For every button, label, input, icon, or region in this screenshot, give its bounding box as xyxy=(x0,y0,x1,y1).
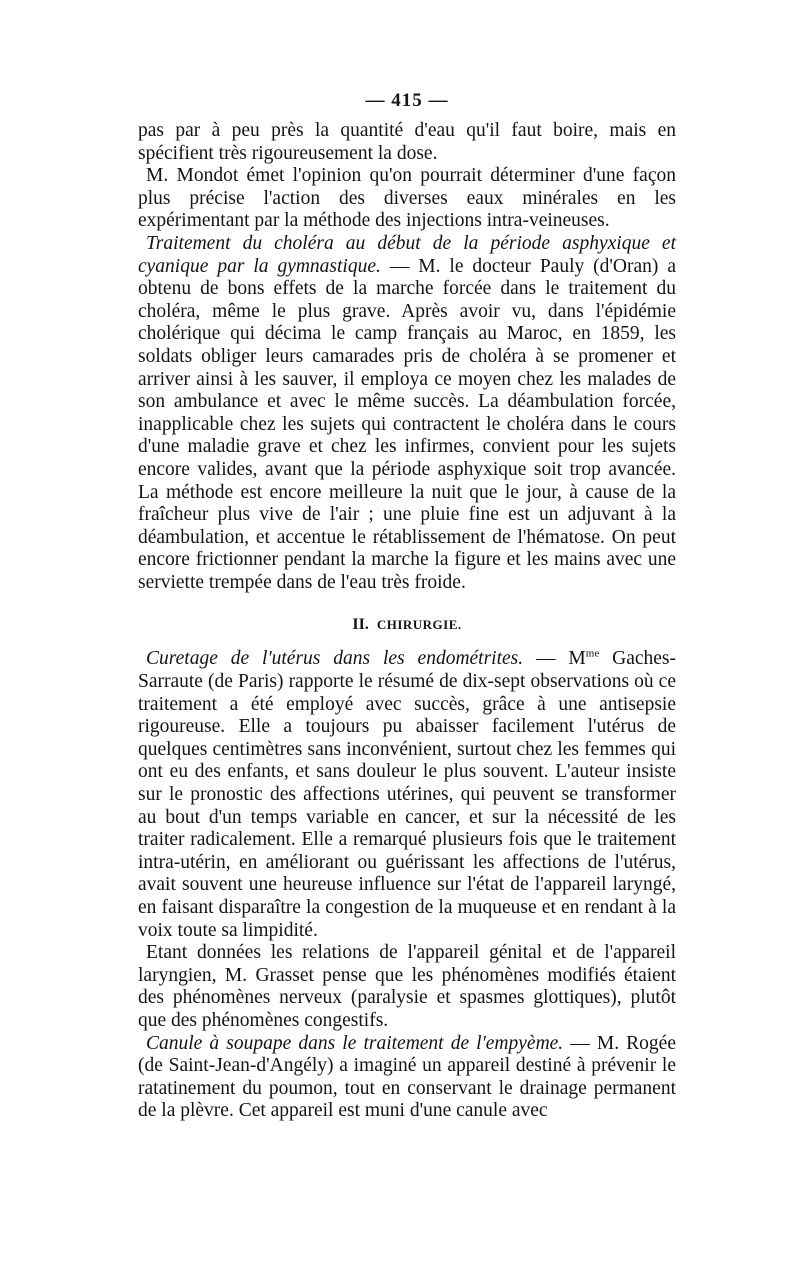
paragraph-text: Etant données les relations de l'appareil génital et de l'appareil laryngien, M. Grasset pense que les phénomènes modifiés étaient des phénomènes nerveux (paralysie et spasmes glottiques), plutôt que des phénomènes congestifs. xyxy=(138,942,676,1031)
paragraph-text: — M. Rogée (de Saint-Jean-d'Angély) a imaginé un appareil destiné à prévenir le ratatinement du poumon, tout en conservant le drainage permanent de la plèvre. Cet appareil est muni d'une canule avec xyxy=(138,1032,676,1122)
section-number: II. xyxy=(352,616,369,634)
paragraph-title: Curetage de l'utérus dans les endométrites. xyxy=(146,648,524,670)
author-prefix: M xyxy=(568,648,586,670)
section-heading xyxy=(138,614,676,636)
paragraph-mondot xyxy=(138,165,676,233)
paragraph-dash: — xyxy=(523,648,569,670)
paragraph-curetage xyxy=(138,648,676,942)
paragraph-title: Canule à soupape dans le traitement de l'empyème. xyxy=(146,1032,564,1054)
book-page xyxy=(138,90,676,1123)
page-number: — 415 — xyxy=(365,90,449,111)
paragraph-grasset xyxy=(138,942,676,1032)
paragraph-text: pas par à peu près la quantité d'eau qu'il faut boire, mais en spécifient très rigoureusement la dose. xyxy=(138,120,676,164)
paragraph-text: Gaches-Sarraute (de Paris) rapporte le résumé de dix-sept observations où ce traitement a été employé avec succès, grâce à une antisepsie rigoureuse. Elle a toujours pu abaisser facilement l'utérus de quelques centimètres sans inconvénient, surtout chez les femmes qui ont eu des enfants, et sans douleur le plus souvent. L'auteur insiste sur le pronostic des affections utérines, qui peuvent se transformer au bout d'un temps variable en cancer, et sur la nécessité de les traiter radicalement. Elle a remarqué plusieurs fois que le traitement intra-utérin, en améliorant ou guérissant les affections de l'utérus, avait souvent une heureuse influence sur l'état de l'appareil laryngé, en faisant disparaître la congestion de la muqueuse et en rendant à la voix toute sa limpidité. xyxy=(138,648,676,941)
paragraph-title: Traitement du choléra au début de la période asphyxique et cyanique par la gymnastique. xyxy=(138,232,676,277)
paragraph-continuation xyxy=(138,120,676,165)
author-superscript: me xyxy=(585,647,600,660)
section-title: CHIRURGIE. xyxy=(376,617,462,633)
paragraph-text: — M. le docteur Pauly (d'Oran) a obtenu de bons effets de la marche forcée dans le traitement du choléra, même le plus grave. Après avoir vu, dans l'épidémie cholérique qui décima le camp français au Maroc, en 1859, les soldats obliger leurs camarades pris de choléra à se promener et arriver ainsi à les sauver, il employa ce moyen chez les malades de son ambulance et avec le même succès. La déambulation forcée, inapplicable chez les sujets qui contractent le choléra dans le cours d'une maladie grave et chez les infirmes, convient pour les sujets encore valides, avant que la période asphyxique soit trop avancée. La méthode est encore meilleure la nuit que le jour, à cause de la fraîcheur plus vive de l'air ; une pluie fine est un adjuvant à la déambulation, et accentue le rétablissement de l'hématose. On peut encore frictionner pendant la marche la figure et les mains avec une serviette trempée dans de l'eau très froide. xyxy=(138,255,676,593)
paragraph-canule xyxy=(138,1033,676,1123)
paragraph-text: M. Mondot émet l'opinion qu'on pourrait déterminer d'une façon plus précise l'action des diverses eaux minérales en les expérimentant par la méthode des injections intra-veineuses. xyxy=(138,165,676,232)
paragraph-cholera xyxy=(138,233,676,595)
